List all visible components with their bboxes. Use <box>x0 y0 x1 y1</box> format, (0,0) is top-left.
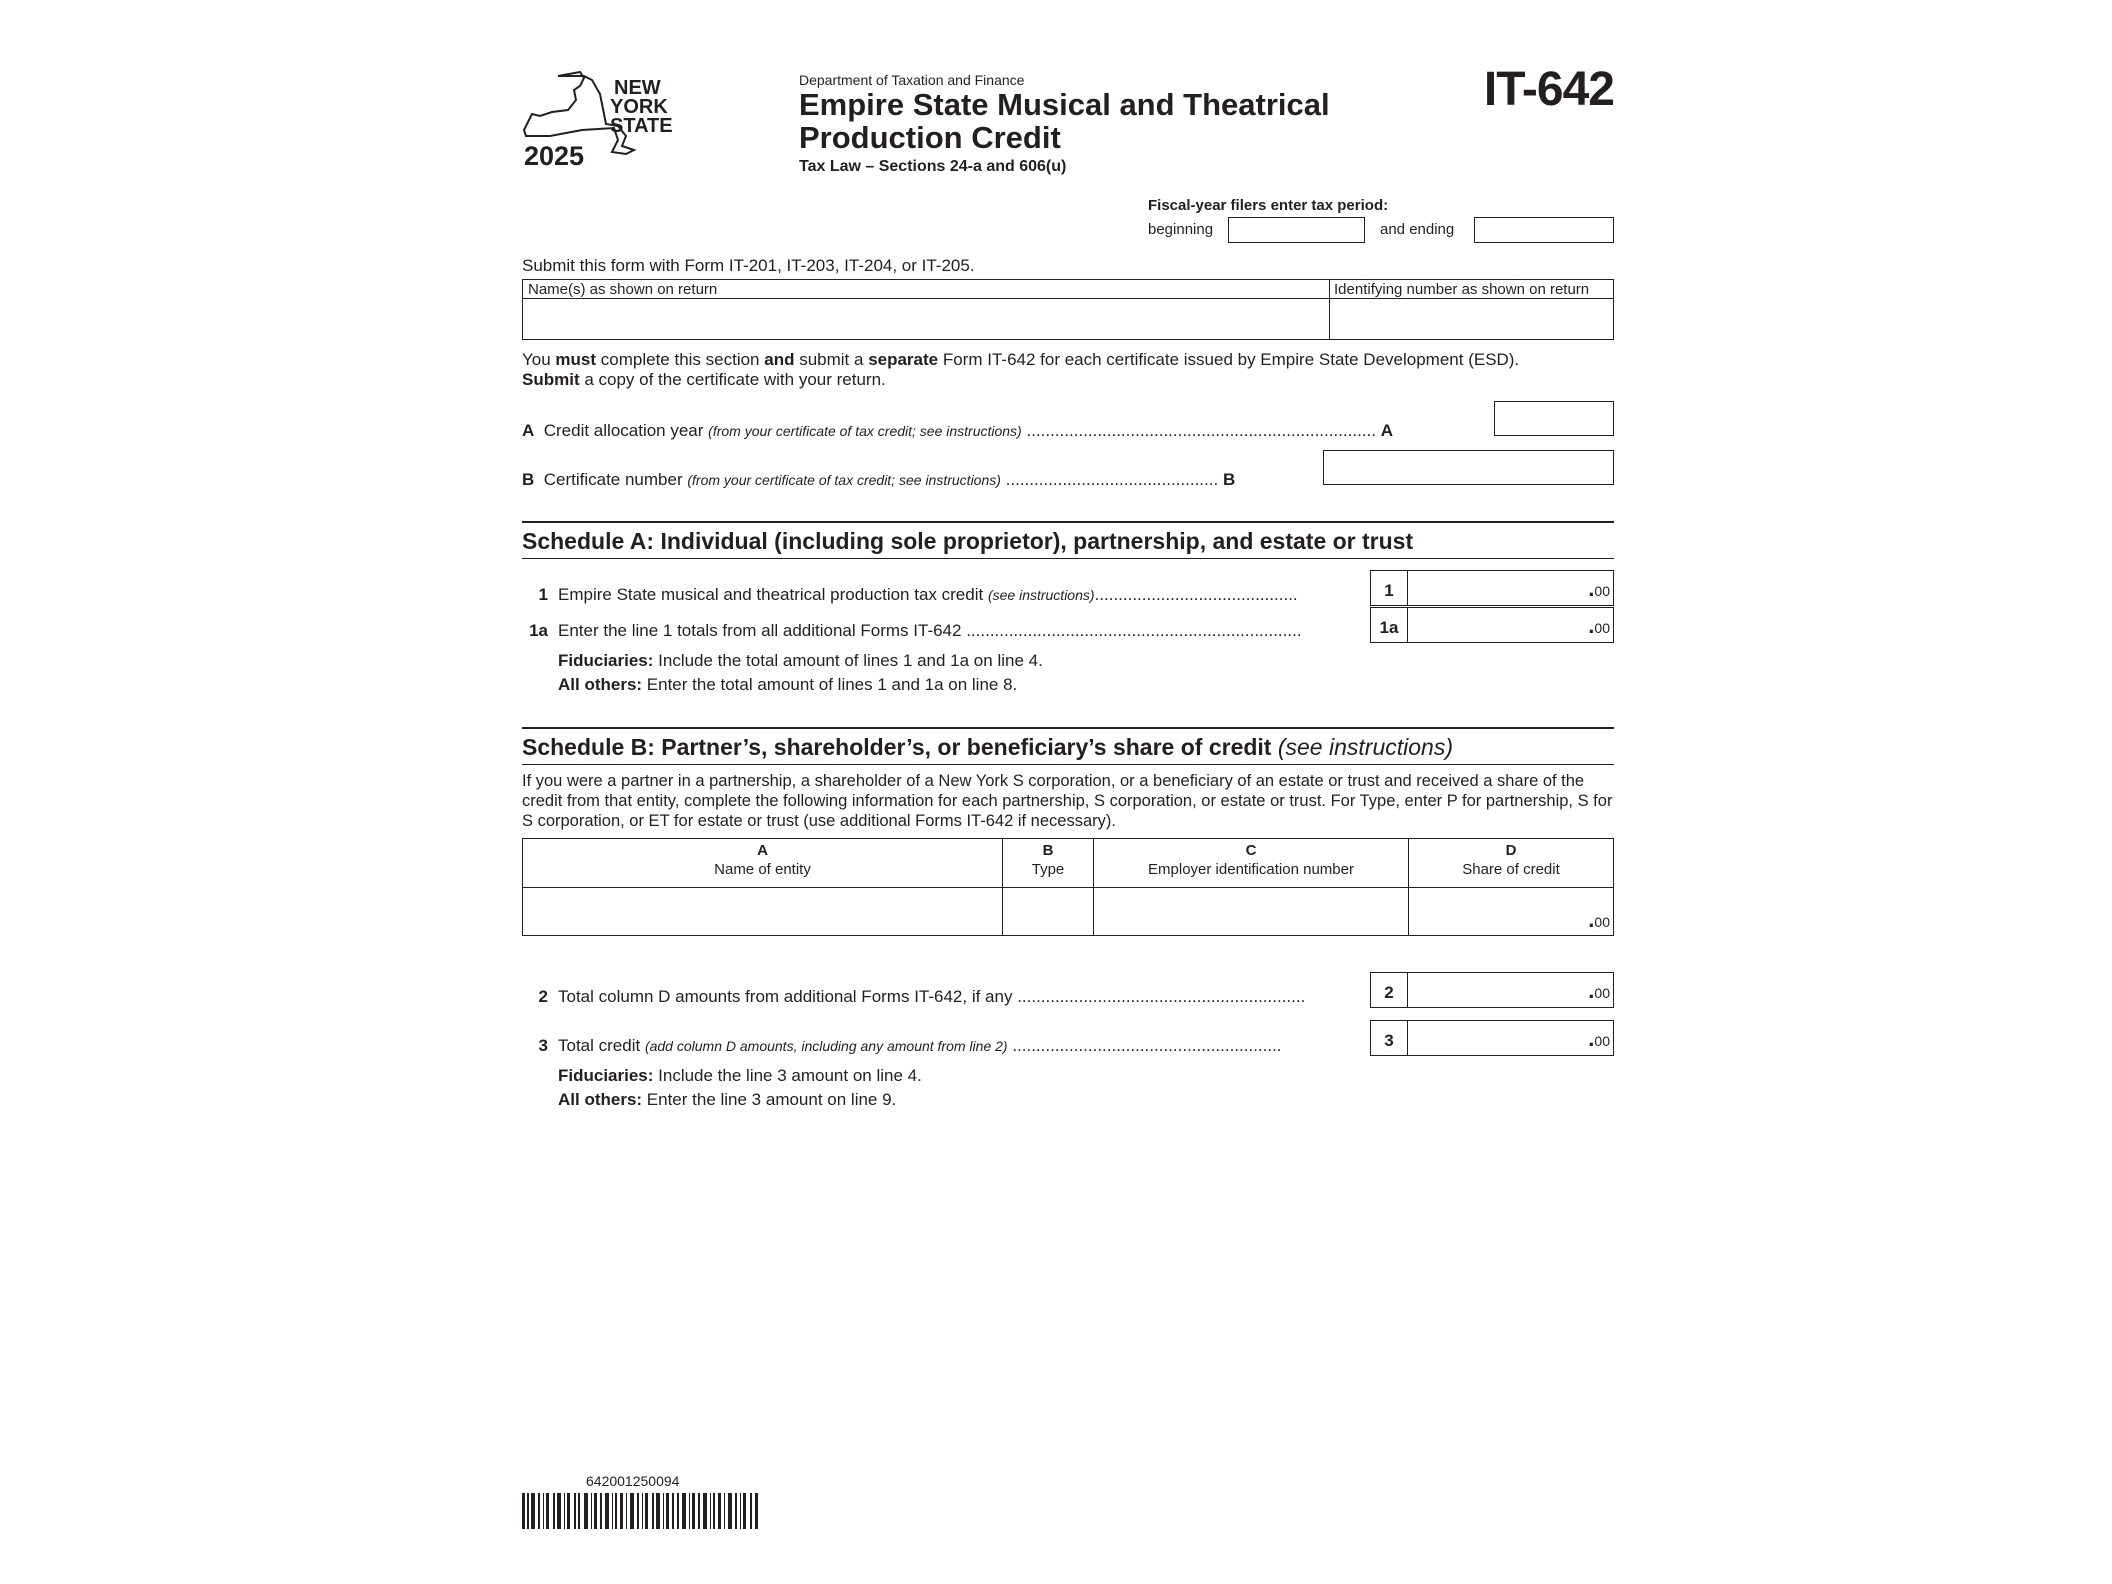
cents-label: .00 <box>1588 907 1610 932</box>
fiduciaries-note-b: Fiduciaries: Include the line 3 amount on line 4. <box>558 1066 922 1085</box>
line-a: A Credit allocation year (from your certificate of tax credit; see instructions) .......................................................................... A <box>522 421 1393 440</box>
schedule-b-instructions: If you were a partner in a partnership, a shareholder of a New York S corporation, or a beneficiary of an estate or trust and received a share of the credit from that entity, complete the following information for each partnership, S corporation, or estate or trust. For Type, enter P for partnership, S for S corporation, or ET for estate or trust (use additional Forms IT-642 if necessary). <box>522 772 1613 830</box>
department-name: Department of Taxation and Finance <box>799 72 1025 88</box>
fiscal-begin-label: beginning <box>1148 221 1214 238</box>
fiscal-begin-field[interactable] <box>1228 217 1365 243</box>
line-1a-label: Enter the line 1 totals from all additional Forms IT-642 ....................................................................... <box>558 621 1302 640</box>
svg-text:STATE: STATE <box>610 115 673 137</box>
line-2-number: 2 <box>538 987 548 1006</box>
fiscal-end-field[interactable] <box>1474 217 1614 243</box>
barcode-number: 642001250094 <box>586 1473 680 1489</box>
entity-table <box>522 838 1614 936</box>
barcode <box>522 1493 760 1529</box>
id-number-field[interactable] <box>1330 299 1613 339</box>
line-1-number: 1 <box>538 585 548 604</box>
line-1-label: Empire State musical and theatrical production tax credit (see instructions)........................................... <box>558 585 1298 604</box>
column-header-c: C Employer identification number <box>1148 842 1354 878</box>
cents-label: .00 <box>1588 613 1610 638</box>
entity-name-field[interactable] <box>523 888 1002 935</box>
fiduciaries-note-a: Fiduciaries: Include the total amount of lines 1 and 1a on line 4. <box>558 651 1043 670</box>
form-subtitle: Tax Law – Sections 24-a and 606(u) <box>799 158 1067 175</box>
schedule-b-title: Schedule B: Partner’s, shareholder’s, or beneficiary’s share of credit (see instructions) <box>522 734 1453 760</box>
submit-instruction: Submit this form with Form IT-201, IT-203, IT-204, or IT-205. <box>522 256 975 275</box>
section-rule <box>522 764 1614 765</box>
cents-label: .00 <box>1588 576 1610 601</box>
new-york-state-logo <box>522 70 682 174</box>
section-rule <box>522 727 1614 729</box>
section-rule <box>522 521 1614 523</box>
name-label: Name(s) as shown on return <box>528 281 718 298</box>
line-2-label: Total column D amounts from additional Forms IT-642, if any ............................................................. <box>558 987 1306 1006</box>
line-1a-amount-field[interactable] <box>1370 607 1614 643</box>
line-3-label: Total credit (add column D amounts, including any amount from line 2) ......................................................... <box>558 1036 1282 1055</box>
form-title: Empire State Musical and Theatrical Production Credit <box>799 87 1330 155</box>
fiscal-end-label: and ending <box>1380 221 1455 238</box>
line-3-number: 3 <box>538 1036 548 1055</box>
line-2-box-number: 2 <box>1371 973 1408 1007</box>
svg-text:2025: 2025 <box>524 141 585 171</box>
line-3-amount-field[interactable] <box>1370 1020 1614 1056</box>
line-1-amount-field[interactable] <box>1370 570 1614 606</box>
line-2-amount-field[interactable] <box>1370 972 1614 1008</box>
svg-text:YORK: YORK <box>610 96 668 118</box>
line-3-box-number: 3 <box>1371 1021 1408 1055</box>
all-others-note-b: All others: Enter the line 3 amount on line 9. <box>558 1090 897 1109</box>
section-rule <box>522 558 1614 559</box>
svg-text:NEW: NEW <box>614 77 661 99</box>
id-number-label: Identifying number as shown on return <box>1334 281 1590 298</box>
share-of-credit-field[interactable] <box>1409 888 1613 935</box>
line-1-box-number: 1 <box>1371 571 1408 605</box>
column-header-b: B Type <box>1031 842 1065 878</box>
name-field[interactable] <box>523 299 1329 339</box>
line-1a-number: 1a <box>529 621 548 640</box>
entity-type-field[interactable] <box>1003 888 1093 935</box>
column-header-d: D Share of credit <box>1462 842 1560 878</box>
cents-label: .00 <box>1588 1026 1610 1051</box>
ein-field[interactable] <box>1094 888 1408 935</box>
schedule-a-title: Schedule A: Individual (including sole proprietor), partnership, and estate or trust <box>522 528 1414 554</box>
line-1a-box-number: 1a <box>1371 608 1408 642</box>
all-others-note-a: All others: Enter the total amount of lines 1 and 1a on line 8. <box>558 675 1018 694</box>
certificate-instructions: You must complete this section and submit a separate Form IT-642 for each certificate issued by Empire State Development (ESD). Submit a copy of the certificate with your return. <box>522 350 1520 389</box>
column-header-a: A Name of entity <box>714 842 811 878</box>
certificate-number-field[interactable] <box>1323 450 1614 485</box>
form-number: IT-642 <box>1483 63 1614 116</box>
fiscal-year-label: Fiscal-year filers enter tax period: <box>1148 197 1389 214</box>
credit-allocation-year-field[interactable] <box>1494 401 1614 436</box>
line-b: B Certificate number (from your certificate of tax credit; see instructions) ............................................. B <box>522 470 1236 489</box>
cents-label: .00 <box>1588 978 1610 1003</box>
